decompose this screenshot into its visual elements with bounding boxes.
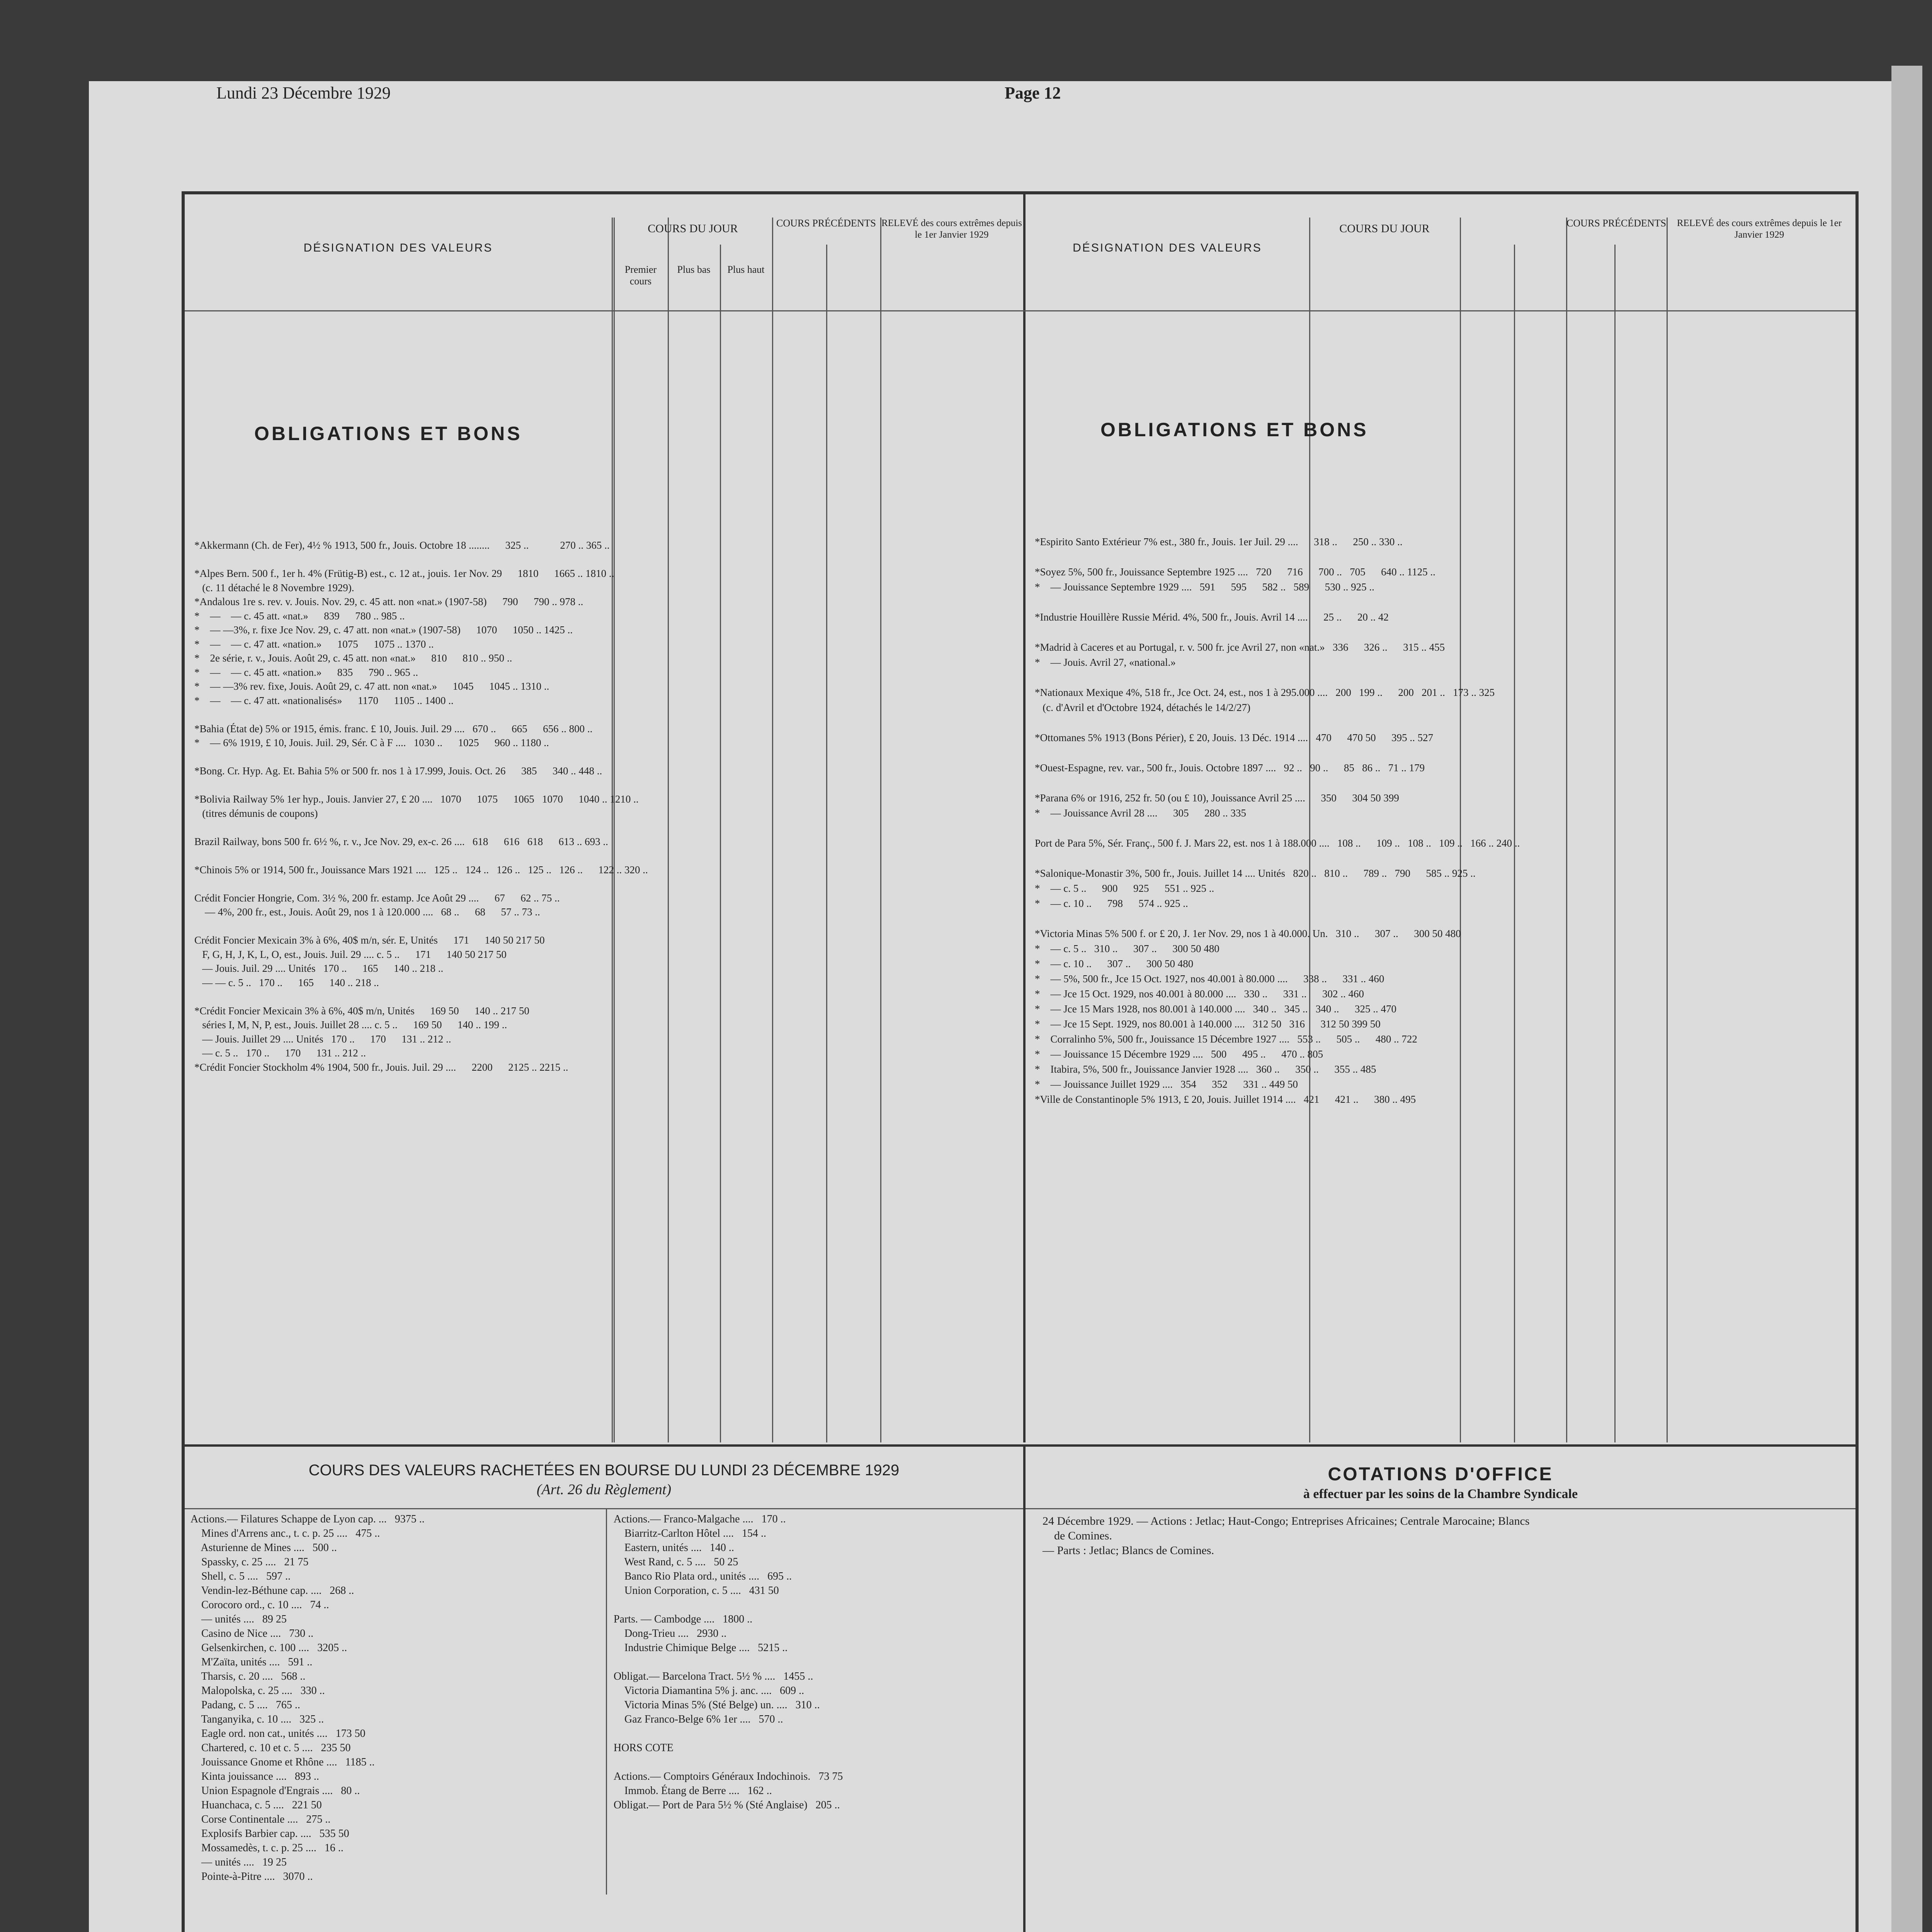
rachetee-row: HORS COTE bbox=[614, 1742, 673, 1754]
obligation-row: * — Jouissance 15 Décembre 1929 .... 500 495 .. 470 .. 805 bbox=[1035, 1048, 1323, 1060]
obligation-row: *Espirito Santo Extérieur 7% est., 380 fr., Jouis. 1er Juil. 29 .... 318 .. 250 .. 330 .. bbox=[1035, 536, 1403, 548]
cotations-subtitle: à effectuer par les soins de la Chambre Syndicale bbox=[1303, 1487, 1578, 1501]
rachetee-row: Mossamedès, t. c. p. 25 .... 16 .. bbox=[190, 1842, 344, 1854]
rachetee-row: Tharsis, c. 20 .... 568 .. bbox=[190, 1670, 306, 1682]
col-designation-right: DÉSIGNATION DES VALEURS bbox=[1073, 242, 1262, 254]
rachetee-row: Mines d'Arrens anc., t. c. p. 25 .... 475 .. bbox=[190, 1527, 380, 1539]
obligation-row: Crédit Foncier Hongrie, Com. 3½ %, 200 fr. estamp. Jce Août 29 .... 67 62 .. 75 .. bbox=[194, 892, 560, 904]
obligation-row: * — — c. 45 att. «nat.» 839 780 .. 985 .. bbox=[194, 610, 405, 622]
obligation-row: Brazil Railway, bons 500 fr. 6½ %, r. v., Jce Nov. 29, ex-c. 26 .... 618 616 618 613 .. 693 .. bbox=[194, 835, 608, 847]
cotation-line: — Parts : Jetlac; Blancs de Comines. bbox=[1043, 1544, 1214, 1557]
obligation-row bbox=[1035, 715, 1854, 730]
obligation-row: *Salonique-Monastir 3%, 500 fr., Jouis. Juillet 14 .... Unités 820 .. 810 .. 789 .. 790 585 .. 925 .. bbox=[1035, 867, 1476, 879]
obligations-right-list bbox=[1035, 534, 1854, 1107]
obligation-row: * — Jouissance Septembre 1929 .... 591 595 582 .. 589 530 .. 925 .. bbox=[1035, 581, 1374, 593]
rachetee-row: Vendin-lez-Béthune cap. .... 268 .. bbox=[190, 1585, 354, 1597]
rachetee-row bbox=[614, 1726, 843, 1741]
rachetee-row: Eagle ord. non cat., unités .... 173 50 bbox=[190, 1728, 366, 1740]
obligation-row: * — — c. 47 att. «nation.» 1075 1075 .. 1370 .. bbox=[194, 638, 434, 650]
obligation-row bbox=[194, 553, 1021, 567]
obligation-row bbox=[194, 990, 1021, 1004]
obligation-row: *Bahia (État de) 5% or 1915, émis. franc. £ 10, Jouis. Juil. 29 .... 670 .. 665 656 .. 800 .. bbox=[194, 723, 593, 735]
obligation-row bbox=[194, 820, 1021, 835]
rachetee-row: Union Corporation, c. 5 .... 431 50 bbox=[614, 1585, 779, 1597]
col-releve-right: RELEVÉ des cours extrêmes depuis le 1er Janvier 1929 bbox=[1677, 218, 1842, 240]
obligations-section bbox=[185, 194, 1855, 1442]
rachetee-row: Victoria Diamantina 5% j. anc. .... 609 .. bbox=[614, 1685, 804, 1697]
rachetee-row: Corocoro ord., c. 10 .... 74 .. bbox=[190, 1599, 329, 1611]
obligation-row: * — —3%, r. fixe Jce Nov. 29, c. 47 att. non «nat.» (1907-58) 1070 1050 .. 1425 .. bbox=[194, 624, 573, 636]
rachetee-row: Dong-Trieu .... 2930 .. bbox=[614, 1628, 727, 1639]
rachetee-row: Gaz Franco-Belge 6% 1er .... 570 .. bbox=[614, 1713, 783, 1725]
obligation-row bbox=[1035, 776, 1854, 791]
obligation-row: *Ouest-Espagne, rev. var., 500 fr., Jouis. Octobre 1897 .... 92 .. 90 .. 85 86 .. 71 .. 179 bbox=[1035, 762, 1425, 774]
rachetee-row: Actions.— Comptoirs Généraux Indochinois. 73 75 bbox=[614, 1770, 843, 1782]
obligation-row: * — c. 10 .. 798 574 .. 925 .. bbox=[1035, 898, 1188, 909]
obligation-row: — c. 5 .. 170 .. 170 131 .. 212 .. bbox=[194, 1047, 366, 1059]
rachetee-row: Parts. — Cambodge .... 1800 .. bbox=[614, 1613, 753, 1625]
obligation-row: *Victoria Minas 5% 500 f. or £ 20, J. 1er Nov. 29, nos 1 à 40.000. Un. 310 .. 307 .. 300 50 480 bbox=[1035, 928, 1461, 939]
obligation-row: *Andalous 1re s. rev. v. Jouis. Nov. 29, c. 45 att. non «nat.» (1907-58) 790 790 .. 978 .. bbox=[194, 596, 583, 607]
rachetee-row: Gelsenkirchen, c. 100 .... 3205 .. bbox=[190, 1642, 347, 1654]
rachetee-row: Pointe-à-Pitre .... 3070 .. bbox=[190, 1871, 313, 1883]
obligation-row: — Jouis. Juil. 29 .... Unités 170 .. 165 140 .. 218 .. bbox=[194, 963, 444, 974]
obligation-row: (c. 11 détaché le 8 Novembre 1929). bbox=[194, 582, 354, 594]
rachetee-row: M'Zaïta, unités .... 591 .. bbox=[190, 1656, 313, 1668]
obligation-row bbox=[1035, 625, 1854, 640]
page-number: Page 12 bbox=[1005, 83, 1061, 102]
rachetee-row: — unités .... 19 25 bbox=[190, 1856, 287, 1868]
obligation-row bbox=[194, 877, 1021, 891]
obligation-row bbox=[194, 778, 1021, 793]
cotation-line: de Comines. bbox=[1043, 1529, 1112, 1542]
rachetee-row: Eastern, unités .... 140 .. bbox=[614, 1542, 734, 1554]
rachetee-row: — unités .... 89 25 bbox=[190, 1613, 287, 1625]
sub-premier-left: Premier cours bbox=[624, 264, 657, 287]
obligation-row: *Bong. Cr. Hyp. Ag. Et. Bahia 5% or 500 fr. nos 1 à 17.999, Jouis. Oct. 26 385 340 .. 448 .. bbox=[194, 765, 602, 777]
obligation-row: * — —3% rev. fixe, Jouis. Août 29, c. 47 att. non «nat.» 1045 1045 .. 1310 .. bbox=[194, 680, 549, 692]
rachetee-row: Malopolska, c. 25 .... 330 .. bbox=[190, 1685, 325, 1697]
obligation-row: * Itabira, 5%, 500 fr., Jouissance Janvier 1928 .... 360 .. 350 .. 355 .. 485 bbox=[1035, 1063, 1376, 1075]
obligation-row: Crédit Foncier Mexicain 3% à 6%, 40$ m/n, sér. E, Unités 171 140 50 217 50 bbox=[194, 934, 545, 946]
rachetee-row: Union Espagnole d'Engrais .... 80 .. bbox=[190, 1785, 360, 1797]
section-title-left: OBLIGATIONS ET BONS bbox=[254, 423, 522, 444]
obligation-row: *Akkermann (Ch. de Fer), 4½ % 1913, 500 fr., Jouis. Octobre 18 ........ 325 .. 270 .. 365 .. bbox=[194, 539, 610, 551]
rachetees-subtitle: (Art. 26 du Règlement) bbox=[536, 1481, 672, 1498]
rachetee-row: Huanchaca, c. 5 .... 221 50 bbox=[190, 1799, 322, 1811]
col-designation-left: DÉSIGNATION DES VALEURS bbox=[303, 242, 493, 254]
obligation-row: *Soyez 5%, 500 fr., Jouissance Septembre 1925 .... 720 716 700 .. 705 640 .. 1125 .. bbox=[1035, 566, 1435, 578]
rachetee-row: Industrie Chimique Belge .... 5215 .. bbox=[614, 1642, 788, 1654]
obligation-row: * — c. 5 .. 900 925 551 .. 925 .. bbox=[1035, 883, 1214, 894]
obligation-row: * — Jce 15 Oct. 1929, nos 40.001 à 80.000 .... 330 .. 331 .. 302 .. 460 bbox=[1035, 988, 1364, 1000]
obligation-row bbox=[1035, 549, 1854, 565]
col-releve-left: RELEVÉ des cours extrêmes depuis le 1er Janvier 1929 bbox=[881, 218, 1022, 240]
rachetee-row: Obligat.— Barcelona Tract. 5½ % .... 1455 .. bbox=[614, 1670, 813, 1682]
rachetee-row: Victoria Minas 5% (Sté Belge) un. .... 310 .. bbox=[614, 1699, 820, 1711]
rachetee-row: Casino de Nice .... 730 .. bbox=[190, 1628, 314, 1639]
obligation-row: *Crédit Foncier Mexicain 3% à 6%, 40$ m/n, Unités 169 50 140 .. 217 50 bbox=[194, 1005, 529, 1017]
obligation-row: *Ottomanes 5% 1913 (Bons Périer), £ 20, Jouis. 13 Déc. 1914 .... 470 470 50 395 .. 527 bbox=[1035, 732, 1434, 743]
rachetee-row: Actions.— Filatures Schappe de Lyon cap. ... 9375 .. bbox=[190, 1513, 425, 1525]
obligation-row bbox=[1035, 595, 1854, 610]
obligation-row: *Alpes Bern. 500 f., 1er h. 4% (Frütig-B) est., c. 12 at., jouis. 1er Nov. 29 1810 1665 .. 1810 .. bbox=[194, 568, 614, 579]
obligation-row: *Crédit Foncier Stockholm 4% 1904, 500 fr., Jouis. Juil. 29 .... 2200 2125 .. 2215 .. bbox=[194, 1061, 568, 1073]
rachetees-list-2 bbox=[614, 1512, 843, 1812]
rachetee-row bbox=[614, 1598, 843, 1612]
rachetee-row: Explosifs Barbier cap. .... 535 50 bbox=[190, 1828, 349, 1840]
col-cours-prec-right: COURS PRÉCÉDENTS bbox=[1566, 218, 1666, 229]
obligation-row: * — c. 5 .. 310 .. 307 .. 300 50 480 bbox=[1035, 943, 1219, 954]
cotations-title: COTATIONS D'OFFICE bbox=[1328, 1464, 1553, 1485]
obligation-row bbox=[1035, 851, 1854, 866]
obligation-row: — 4%, 200 fr., est., Jouis. Août 29, nos 1 à 120.000 .... 68 .. 68 57 .. 73 .. bbox=[194, 906, 540, 918]
cotations-list bbox=[1043, 1514, 1529, 1558]
rachetee-row: Tanganyika, c. 10 .... 325 .. bbox=[190, 1713, 324, 1725]
obligation-row: (c. d'Avril et d'Octobre 1924, détachés le 14/2/27) bbox=[1035, 702, 1251, 713]
rachetee-row: Corse Continentale .... 275 .. bbox=[190, 1813, 331, 1825]
col-cours-jour-right: COURS DU JOUR bbox=[1339, 222, 1430, 235]
obligation-row bbox=[194, 849, 1021, 863]
obligation-row bbox=[194, 707, 1021, 722]
obligation-row: — — c. 5 .. 170 .. 165 140 .. 218 .. bbox=[194, 976, 379, 988]
obligation-row: (titres démunis de coupons) bbox=[194, 807, 318, 819]
obligation-row bbox=[1035, 670, 1854, 685]
obligation-row: * Corralinho 5%, 500 fr., Jouissance 15 Décembre 1927 .... 553 .. 505 .. 480 .. 722 bbox=[1035, 1033, 1417, 1045]
obligation-row: * — 5%, 500 fr., Jce 15 Oct. 1927, nos 40.001 à 80.000 .... 338 .. 331 .. 460 bbox=[1035, 973, 1384, 985]
page-frame bbox=[182, 191, 1859, 1932]
rachetee-row bbox=[614, 1755, 843, 1769]
obligation-row: *Madrid à Caceres et au Portugal, r. v. 500 fr. jce Avril 27, non «nat.» 336 326 .. 315 .. 455 bbox=[1035, 641, 1445, 653]
obligation-row: *Industrie Houillère Russie Mérid. 4%, 500 fr., Jouis. Avril 14 .... 25 .. 20 .. 42 bbox=[1035, 611, 1389, 623]
obligation-row: *Bolivia Railway 5% 1er hyp., Jouis. Janvier 27, £ 20 .... 1070 1075 1065 1070 1040 .. 1210 .. bbox=[194, 793, 639, 805]
binding-edge bbox=[1891, 66, 1922, 1932]
rachetees-title: COURS DES VALEURS RACHETÉES EN BOURSE DU LUNDI 23 DÉCEMBRE 1929 bbox=[308, 1462, 900, 1479]
obligation-row bbox=[194, 750, 1021, 764]
rachetee-row: Asturienne de Mines .... 500 .. bbox=[190, 1542, 337, 1554]
rachetee-row: West Rand, c. 5 .... 50 25 bbox=[614, 1556, 738, 1568]
obligation-row: * — Jouissance Juillet 1929 .... 354 352 331 .. 449 50 bbox=[1035, 1078, 1298, 1090]
obligation-row bbox=[194, 919, 1021, 934]
obligation-row: * — c. 10 .. 307 .. 300 50 480 bbox=[1035, 958, 1194, 969]
obligation-row: *Ville de Constantinople 5% 1913, £ 20, Jouis. Juillet 1914 .... 421 421 .. 380 .. 495 bbox=[1035, 1094, 1416, 1105]
obligation-row: séries I, M, N, P, est., Jouis. Juillet 28 .... c. 5 .. 169 50 140 .. 199 .. bbox=[194, 1019, 507, 1031]
obligation-row: Port de Para 5%, Sér. Franç., 500 f. J. Mars 22, est. nos 1 à 188.000 .... 108 .. 109 .. 108 .. 109 .. 166 .. 240 .. bbox=[1035, 837, 1520, 849]
obligation-row: * — 6% 1919, £ 10, Jouis. Juil. 29, Sér. C à F .... 1030 .. 1025 960 .. 1180 .. bbox=[194, 737, 549, 748]
obligation-row bbox=[1035, 745, 1854, 760]
obligation-row bbox=[1035, 821, 1854, 836]
obligation-row: * 2e série, r. v., Jouis. Août 29, c. 45 att. non «nat.» 810 810 .. 950 .. bbox=[194, 652, 512, 664]
section-title-right: OBLIGATIONS ET BONS bbox=[1100, 419, 1369, 440]
obligation-row: — Jouis. Juillet 29 .... Unités 170 .. 170 131 .. 212 .. bbox=[194, 1033, 451, 1045]
rachetee-row: Banco Rio Plata ord., unités .... 695 .. bbox=[614, 1570, 792, 1582]
obligation-row: * — Jce 15 Mars 1928, nos 80.001 à 140.000 .... 340 .. 345 .. 340 .. 325 .. 470 bbox=[1035, 1003, 1396, 1015]
cotation-line: 24 Décembre 1929. — Actions : Jetlac; Haut-Congo; Entreprises Africaines; Centrale Marocaine; Blancs bbox=[1043, 1515, 1530, 1527]
sub-haut-left: Plus haut bbox=[727, 264, 765, 275]
rachetee-row: Obligat.— Port de Para 5½ % (Sté Anglaise) 205 .. bbox=[614, 1799, 840, 1811]
rachetee-row: Biarritz-Carlton Hôtel .... 154 .. bbox=[614, 1527, 767, 1539]
rachetee-row: Spassky, c. 25 .... 21 75 bbox=[190, 1556, 309, 1568]
rachetee-row: Jouissance Gnome et Rhône .... 1185 .. bbox=[190, 1756, 375, 1768]
rachetee-row: Padang, c. 5 .... 765 .. bbox=[190, 1699, 300, 1711]
obligation-row: * — Jouis. Avril 27, «national.» bbox=[1035, 656, 1176, 668]
obligation-row: * — Jce 15 Sept. 1929, nos 80.001 à 140.000 .... 312 50 316 312 50 399 50 bbox=[1035, 1018, 1381, 1030]
sub-bas-left: Plus bas bbox=[677, 264, 711, 275]
page-date: Lundi 23 Décembre 1929 bbox=[216, 83, 391, 102]
rachetee-row: Immob. Étang de Berre .... 162 .. bbox=[614, 1785, 772, 1797]
rachetees-list-1 bbox=[190, 1512, 425, 1884]
rachetee-row: Kinta jouissance .... 893 .. bbox=[190, 1770, 319, 1782]
obligation-row: * — — c. 47 att. «nationalisés» 1170 1105 .. 1400 .. bbox=[194, 694, 454, 706]
obligation-row: *Parana 6% or 1916, 252 fr. 50 (ou £ 10), Jouissance Avril 25 .... 350 304 50 399 bbox=[1035, 792, 1399, 804]
col-cours-prec-left: COURS PRÉCÉDENTS bbox=[776, 218, 876, 229]
obligation-row: *Nationaux Mexique 4%, 518 fr., Jce Oct. 24, est., nos 1 à 295.000 .... 200 199 .. 200 201 .. 173 .. 325 bbox=[1035, 687, 1495, 698]
obligation-row: * — Jouissance Avril 28 .... 305 280 .. 335 bbox=[1035, 807, 1246, 819]
obligation-row bbox=[1035, 911, 1854, 926]
obligation-row: *Chinois 5% or 1914, 500 fr., Jouissance Mars 1921 .... 125 .. 124 .. 126 .. 125 .. 126 .. 122 .. 320 .. bbox=[194, 864, 648, 876]
rachetee-row: Actions.— Franco-Malgache .... 170 .. bbox=[614, 1513, 786, 1525]
obligation-row: F, G, H, J, K, L, O, est., Jouis. Juil. 29 .... c. 5 .. 171 140 50 217 50 bbox=[194, 948, 507, 960]
col-cours-jour-left: COURS DU JOUR bbox=[648, 222, 738, 235]
rachetee-row: Shell, c. 5 .... 597 .. bbox=[190, 1570, 291, 1582]
rachetee-row: Chartered, c. 10 et c. 5 .... 235 50 bbox=[190, 1742, 351, 1754]
obligations-left-list bbox=[194, 538, 1021, 1074]
rachetee-row bbox=[614, 1655, 843, 1669]
obligation-row: * — — c. 45 att. «nation.» 835 790 .. 965 .. bbox=[194, 666, 418, 678]
